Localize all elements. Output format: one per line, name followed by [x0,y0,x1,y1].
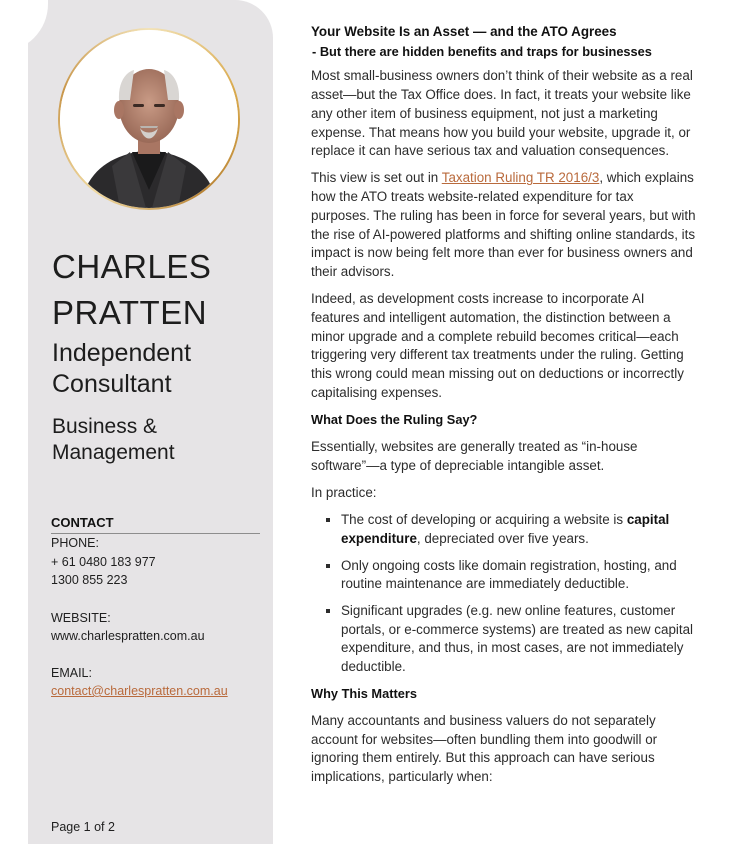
phone-office: 1300 855 223 [51,573,128,587]
bullet-1-emphasis: capital expenditure [341,512,670,546]
paragraph-ruling [311,169,696,281]
bullet-1-rest: , depreciated over five years. [416,530,589,546]
list-item [341,511,696,548]
email-label: EMAIL: [51,666,92,680]
role-line-1: Independent [52,339,192,367]
person-name [52,244,267,336]
person-sector [52,414,267,466]
list-item: Significant upgrades (e.g. new online features, customer portals, or e-commerce systems) are treated as new capital expenditure, and thus, in most cases, are not immediately deductible. [341,602,696,677]
article-subtitle: - But there are hidden benefits and traps for businesses [312,43,652,59]
section-heading-ruling: What Does the Ruling Say? [311,411,478,427]
sector-line-1: Business & [52,415,158,438]
paragraph-in-house-software: Essentially, websites are generally treated as “in-house software”—a type of depreciable intangible asset. [311,439,638,473]
bullet-1-lead: The cost of developing or acquiring a website is [341,512,627,528]
paragraph-ruling-lead: This view is set out in [311,170,442,186]
practice-list [311,511,696,677]
person-role [52,338,267,400]
paragraph-accountants: Many accountants and business valuers do not separately account for websites—often bundling them into goodwill or ignoring them entirely. But this approach can have serious implications, particularly when: [311,713,658,785]
paragraph-ruling-rest: , which explains how the ATO treats website-related expenditure for tax purposes. The ruling has been in force for several years, but with the rise of AI-powered platforms and shifting online standards, its impact is now being felt more than ever for business owners and their advisors. [311,170,696,279]
contact-divider [51,533,260,534]
article-body [311,23,696,795]
paragraph-intro: Most small-business owners don’t think of their website as a real asset—but the Tax Office does. In fact, it treats your website like any other item of business equipment, not just a marketing expense. That means how you build your website, upgrade it, or replace it can have serious tax and valuation consequences. [311,68,693,159]
role-line-2: Consultant [52,370,172,398]
contact-heading: CONTACT [51,515,114,530]
name-line-last: PRATTEN [52,294,208,331]
phone-mobile: + 61 0480 183 977 [51,555,156,569]
article-title: Your Website Is an Asset — and the ATO Agrees [311,24,617,39]
paragraph-development-costs: Indeed, as development costs increase to incorporate AI features and intelligent automation, the distinction between a minor upgrade and a complete rebuild becomes critical—each triggering very different tax treatments under the ruling. Getting this wrong could mean missing out on deductions or incorrectly capitalising expenses. [311,291,684,400]
website-label: WEBSITE: [51,611,111,625]
website-value: www.charlespratten.com.au [51,629,205,643]
ruling-link[interactable]: Taxation Ruling TR 2016/3 [441,170,600,186]
paragraph-in-practice: In practice: [311,484,377,500]
profile-photo [58,28,240,210]
sector-line-2: Management [52,441,175,464]
list-item: Only ongoing costs like domain registration, hosting, and routine maintenance are immediately deductible. [341,557,696,594]
section-heading-why: Why This Matters [311,685,417,701]
page-indicator: Page 1 of 2 [51,820,115,834]
email-link[interactable]: contact@charlespratten.com.au [51,684,228,698]
name-line-first: CHARLES [52,248,212,285]
phone-label: PHONE: [51,536,99,550]
